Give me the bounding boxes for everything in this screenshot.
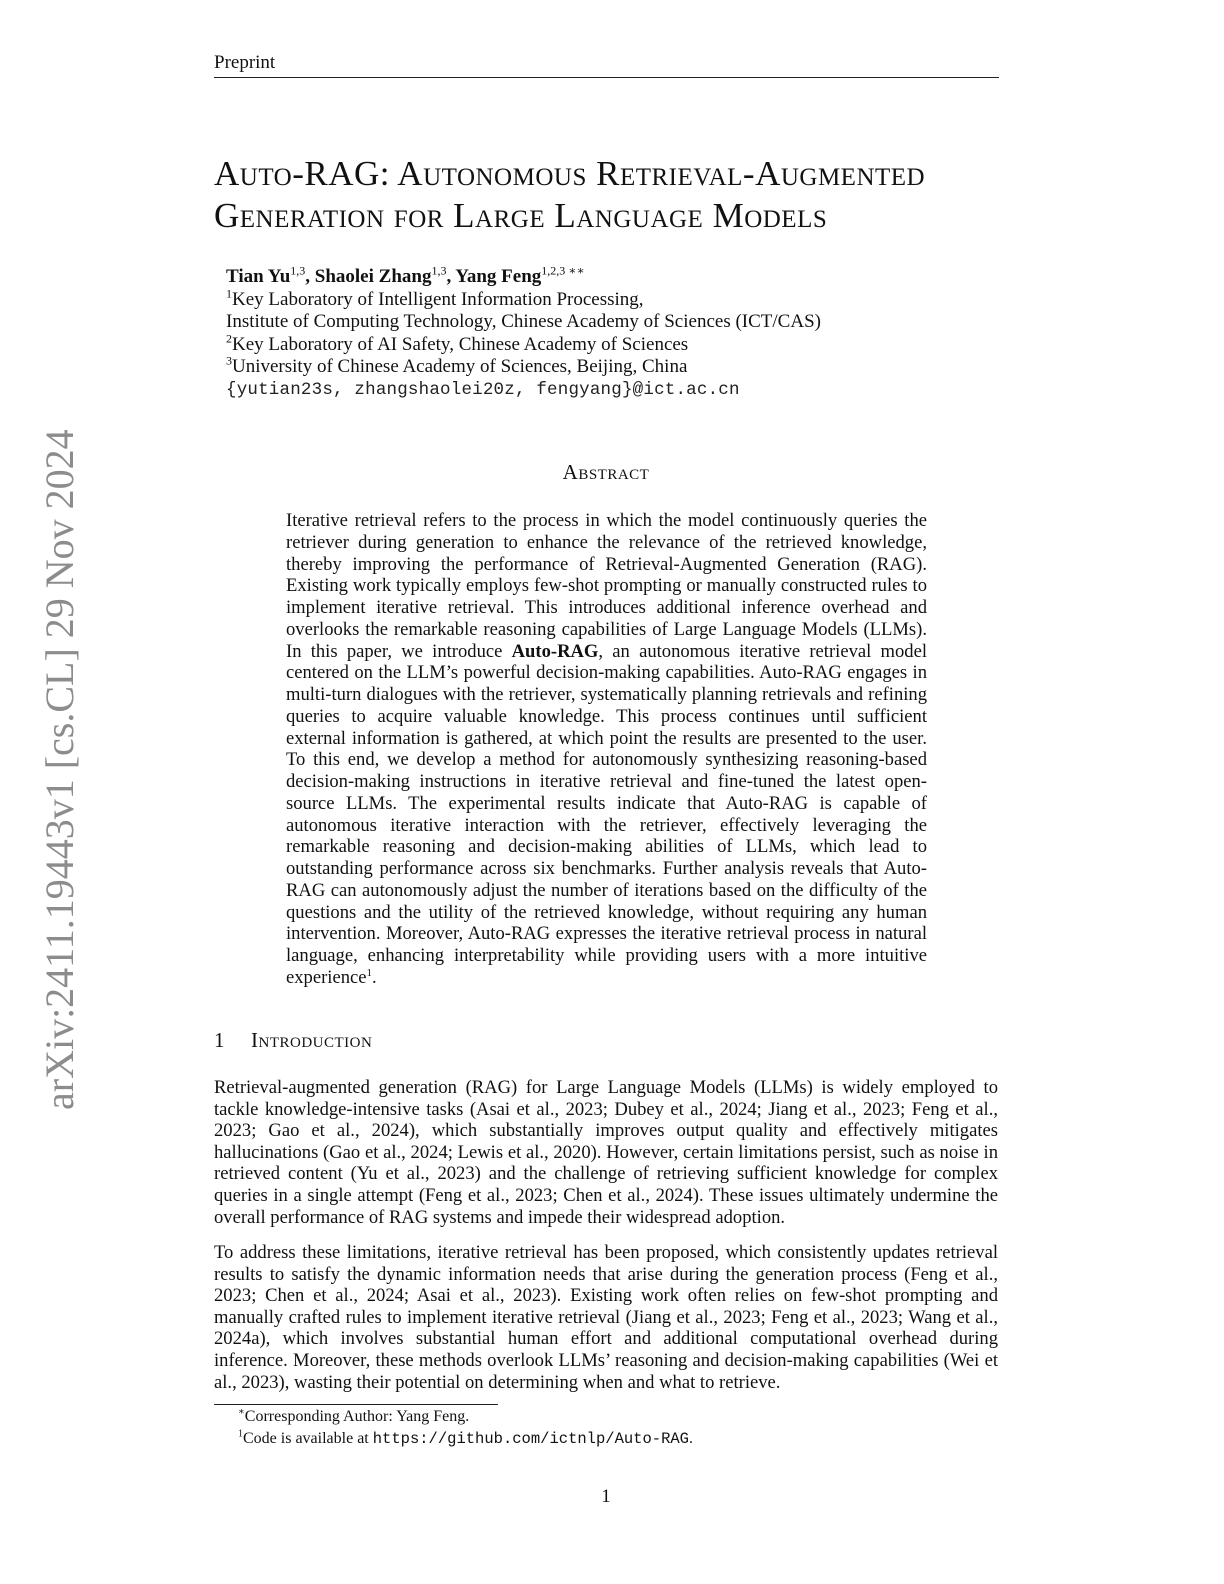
abstract-text-end: . [372,966,377,988]
footnote-2-end: . [689,1430,693,1447]
author-2-affil: 1,3 [431,263,447,278]
footnote-rule [214,1404,498,1405]
running-head: Preprint [214,52,276,73]
footnote-1-text: Corresponding Author: Yang Feng. [244,1408,470,1425]
affiliation-3-mark: 3 [226,353,232,368]
footnote-1-mark: ∗ [238,1406,245,1418]
abstract-heading: Abstract [562,460,650,484]
affiliation-1-mark: 1 [226,286,232,301]
author-names: Tian Yu$^{1,3}$, Shaolei Zhang$^{1,3}$, Yang Feng$^{1,2,3 ∗∗}$ [226,263,585,287]
section-title: Introduction [251,1028,373,1052]
title-line-1: Auto-RAG: Autonomous Retrieval-Augmented [214,154,926,193]
intro-paragraph-2: To address these limitations, iterative retrieval has been proposed, which consistently updates retrieval results to satisfy the dynamic information needs that arise during the generation process (Feng et al., 2023; Chen et al., 2024; Asai et al., 2023). Existing work often relies on few-shot prompting and manually crafted rules to implement iterative retrieval (Jiang et al., 2023; Feng et al., 2023; Wang et al., 2024a), which involves substantial human effort and additional computational overhead during inference. Moreover, these methods overlook LLMs’ reasoning and decision-making capabilities (Wei et al., 2023), wasting their potential on determining when and what to retrieve. [214,1242,998,1393]
affiliation-2 [226,331,1006,357]
affiliation-1-line-1: Key Laboratory of Intelligent Information Processing, [232,288,644,310]
page-number: 1 [601,1486,611,1507]
affiliation-3 [226,353,1006,379]
arxiv-identifier-stamp: arXiv:2411.19443v1 [cs.CL] 29 Nov 2024 [37,429,82,1110]
author-block [226,263,1006,401]
author-2-name: Shaolei Zhang [314,266,432,287]
code-repository-link[interactable]: https://github.com/ictnlp/Auto-RAG [372,1430,689,1448]
affiliation-1-line-2: Institute of Computing Technology, Chinese Academy of Sciences (ICT/CAS) [226,311,821,332]
footnote-2-text: Code is available at [243,1430,373,1447]
author-1-name: Tian Yu [226,266,291,287]
author-3-affil: 1,2,3 ∗∗ [541,263,585,278]
abstract-text-1: Iterative retrieval refers to the process in which the model continuously queries the retriever during generation to enhance the relevance of the retrieved knowledge, thereby improving the performance of Retrieval-Augmented Generation (RAG). Existing work typically employs few-shot prompting or manually constructed rules to implement iterative retrieval. This introduces additional inference overhead and overlooks the remarkable reasoning capabilities of Large Language Models (LLMs). In this paper, we introduce [286,510,927,662]
abstract-footnote-mark: 1 [366,966,373,979]
author-emails: {yutian23s, zhangshaolei20z, fengyang}@ict.ac.cn [226,379,740,400]
footnote-code-link [238,1429,693,1449]
section-number: 1 [214,1028,225,1052]
paper-title [214,153,1014,237]
header-rule [214,77,999,78]
section-heading-introduction [214,1028,372,1053]
abstract-text-2: , an autonomous iterative retrieval model centered on the LLM’s powerful decision-making capabilities. Auto-RAG engages in multi-turn dialogues with the retriever, systematically planning retrievals and refining queries to acquire valuable knowledge. This process continues until sufficient external information is gathered, at which point the results are presented to the user. To this end, we develop a method for autonomously synthesizing reasoning-based decision-making instructions in iterative retrieval and fine-tuned the latest open-source LLMs. The experimental results indicate that Auto-RAG is capable of autonomous iterative interaction with the retriever, effectively leveraging the remarkable reasoning and decision-making abilities of LLMs, which lead to outstanding performance across six benchmarks. Further analysis reveals that Auto-RAG can autonomously adjust the number of iterations based on the difficulty of the questions and the utility of the retrieved knowledge, without requiring any human intervention. Moreover, Auto-RAG expresses the iterative retrieval process in natural language, enhancing interpretability while providing users with a more intuitive experience [286,640,927,988]
abstract-emphasis: Auto-RAG [511,640,599,662]
affiliation-1 [226,286,1006,312]
abstract-body [286,510,927,989]
author-3-name: Yang Feng [455,266,542,287]
affiliation-3-text: University of Chinese Academy of Sciences, Beijing, China [232,356,688,377]
footnote-corresponding-author [238,1407,469,1427]
affiliation-2-mark: 2 [226,331,232,346]
intro-paragraph-1: Retrieval-augmented generation (RAG) for Large Language Models (LLMs) is widely employed to tackle knowledge-intensive tasks (Asai et al., 2023; Dubey et al., 2024; Jiang et al., 2023; Feng et al., 2023; Gao et al., 2024), which substantially improves output quality and effectively mitigates hallucinations (Gao et al., 2024; Lewis et al., 2020). However, certain limitations persist, such as noise in retrieved content (Yu et al., 2023) and the challenge of retrieving sufficient knowledge for complex queries in a single attempt (Feng et al., 2023; Chen et al., 2024). These issues ultimately undermine the overall performance of RAG systems and impede their widespread adoption. [214,1077,998,1228]
author-1-affil: 1,3 [290,263,306,278]
title-line-2: Generation for Large Language Models [214,196,828,235]
footnote-2-mark: 1 [238,1428,243,1440]
affiliation-2-text: Key Laboratory of AI Safety, Chinese Academy of Sciences [232,333,689,355]
